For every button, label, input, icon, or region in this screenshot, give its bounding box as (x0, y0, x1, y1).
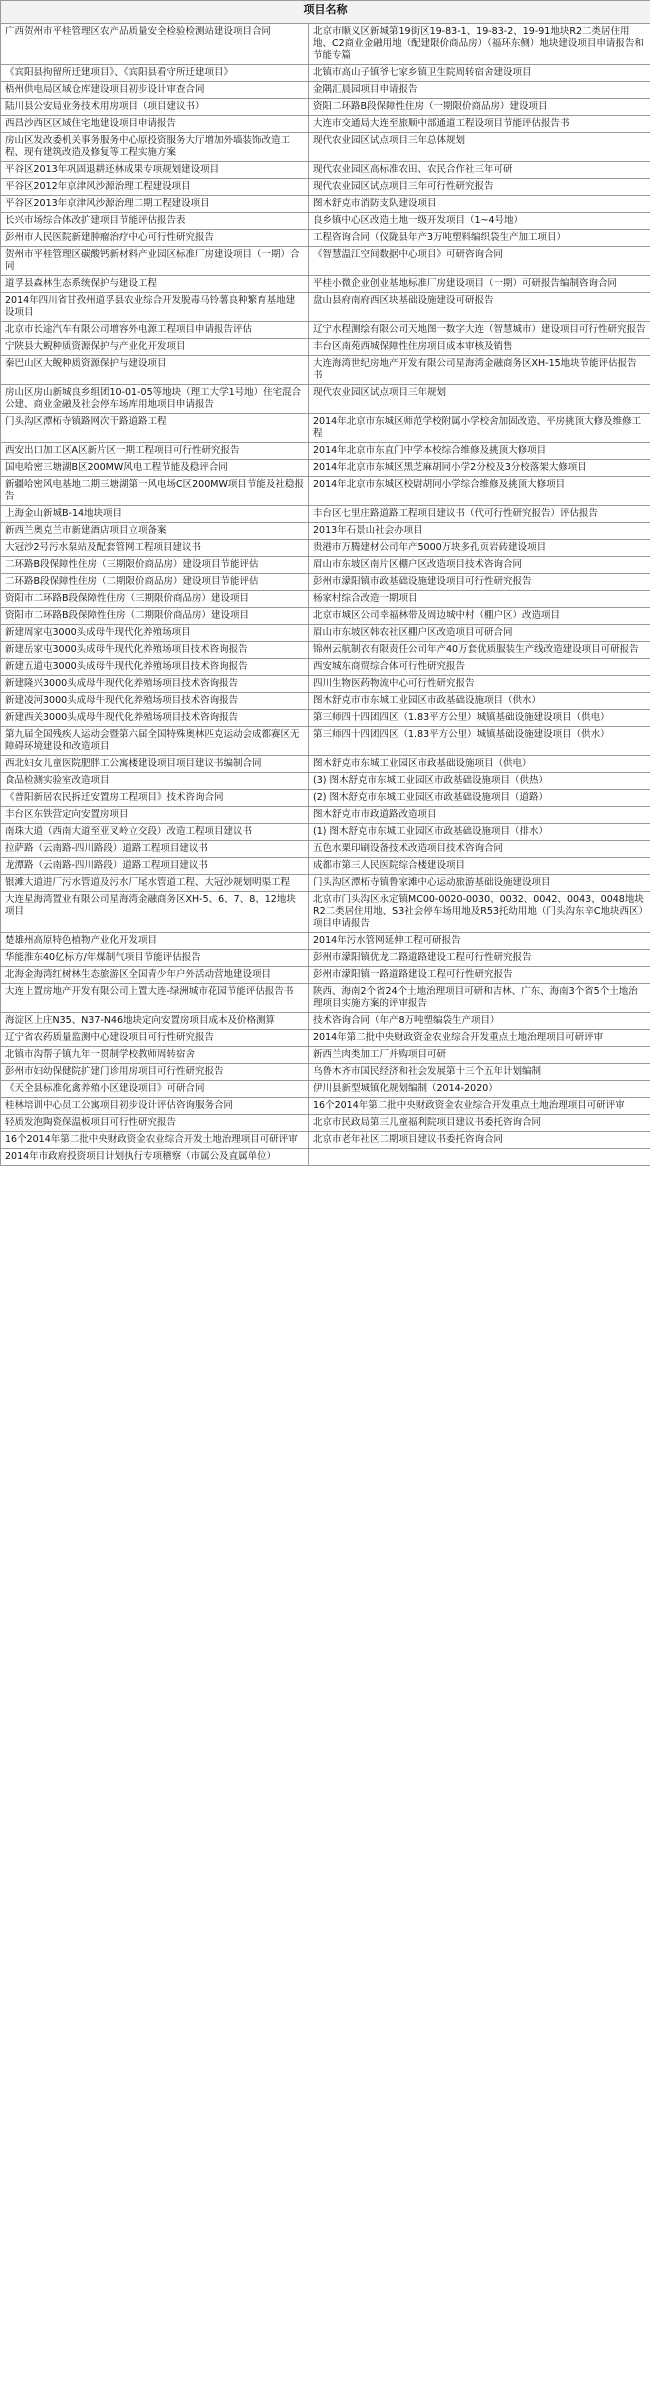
project-name-cell-left: 2014年市政府投资项目计划执行专项稽察（市属公及直属单位） (1, 1149, 309, 1166)
project-name-cell-right: 16个2014年第二批中央财政资金农业综合开发重点土地治理项目可研评审 (309, 1098, 650, 1115)
project-name-cell-left: 二环路B段保障性住房（三期限价商品房）建设项目节能评估 (1, 557, 309, 574)
project-name-cell-left: 陆川县公安局业务技术用房项目（项目建议书） (1, 99, 309, 116)
table-row (1, 807, 650, 824)
table-row (1, 1047, 650, 1064)
project-name-cell-left: 北京市长途汽车有限公司增容外电源工程项目申请报告评估 (1, 322, 309, 339)
project-name-cell-left: 北海金海湾红树林生态旅游区全国青少年户外活动营地建设项目 (1, 967, 309, 984)
project-name-cell-right: 门头沟区潭柘寺镇鲁家滩中心运动旅游基础设施建设项目 (309, 875, 650, 892)
project-name-cell-left: 楚雄州高原特色植物产业化开发项目 (1, 933, 309, 950)
table-row (1, 875, 650, 892)
table-row (1, 933, 650, 950)
project-name-cell-right: (2) 图木舒克市东城工业园区市政基础设施项目（道路） (309, 790, 650, 807)
project-name-cell-right: 眉山市东坡区南片区棚户区改造项目技术咨询合同 (309, 557, 650, 574)
project-name-cell-left: 二环路B段保障性住房（二期限价商品房）建设项目节能评估 (1, 574, 309, 591)
table-row (1, 1030, 650, 1047)
table-row (1, 950, 650, 967)
project-name-cell-right: 2014年北京市东城区校尉胡同小学综合维修及挑顶大修项目 (309, 477, 650, 506)
table-row (1, 608, 650, 625)
table-row (1, 523, 650, 540)
project-name-cell-right: (1) 图木舒克市东城工业园区市政基础设施项目（排水） (309, 824, 650, 841)
project-name-cell-right: 伊川县新型城镇化规划编制（2014-2020） (309, 1081, 650, 1098)
project-name-cell-left: 新西兰奥克兰市新建酒店项目立项备案 (1, 523, 309, 540)
project-name-cell-right: 2014年北京市东城区黑芝麻胡同小学2分校及3分校落架大修项目 (309, 460, 650, 477)
table-row (1, 1081, 650, 1098)
table-row (1, 540, 650, 557)
project-name-cell-right: 新西兰肉类加工厂并购项目可研 (309, 1047, 650, 1064)
table-row (1, 196, 650, 213)
project-name-cell-left: 桂林培训中心员工公寓项目初步设计评估咨询服务合同 (1, 1098, 309, 1115)
table-row (1, 625, 650, 642)
table-row (1, 414, 650, 443)
project-name-cell-right: 《智慧温江空间数据中心项目》可研咨询合同 (309, 247, 650, 276)
project-name-cell-left: 龙潭路（云南路-四川路段）道路工程项目建议书 (1, 858, 309, 875)
project-name-cell-left: 第九届全国残疾人运动会暨第六届全国特殊奥林匹克运动会成都赛区无障碍环境建设和改造项目 (1, 727, 309, 756)
table-row (1, 676, 650, 693)
table-row (1, 65, 650, 82)
project-name-cell-left: 新建隆兴3000头成母牛现代化养殖场项目技术咨询报告 (1, 676, 309, 693)
project-list-sheet (0, 0, 650, 1166)
project-name-table (0, 0, 650, 1166)
project-name-cell-right: 2013年石景山社会办项目 (309, 523, 650, 540)
project-name-cell-left: 平谷区2012年京津风沙源治理工程建设项目 (1, 179, 309, 196)
project-name-cell-right: 西安城东商贸综合体可行性研究报告 (309, 659, 650, 676)
table-row (1, 477, 650, 506)
project-name-cell-right: 杨家村综合改造一期项目 (309, 591, 650, 608)
project-name-cell-left: 大连上置房地产开发有限公司上置大连-绿洲城市花园节能评估报告书 (1, 984, 309, 1013)
project-name-cell-left: 南珠大道（西南大道至亚叉岭立交段）改造工程项目建议书 (1, 824, 309, 841)
table-row (1, 984, 650, 1013)
table-row (1, 1115, 650, 1132)
project-name-cell-right: 资阳二环路B段保障性住房（一期限价商品房）建设项目 (309, 99, 650, 116)
project-name-cell-left: 上海金山新城B-14地块项目 (1, 506, 309, 523)
project-name-cell-left: 门头沟区潭柘寺镇路网次干路道路工程 (1, 414, 309, 443)
project-name-cell-right: 图木舒克市市政道路改造项目 (309, 807, 650, 824)
project-name-cell-left: 梧州供电局区域仓库建设项目初步设计审查合同 (1, 82, 309, 99)
project-name-cell-left: 新建西关3000头成母牛现代化养殖场项目技术咨询报告 (1, 710, 309, 727)
project-name-cell-left: 房山区发改委机关事务服务中心原投资服务大厅增加外墙装饰改造工程、现有建筑改造及修复等工程实施方案 (1, 133, 309, 162)
project-name-cell-right: 现代农业园区高标准农田、农民合作社三年可研 (309, 162, 650, 179)
project-name-cell-right: 盘山县府南府西区块基础设施建设可研报告 (309, 293, 650, 322)
project-name-cell-right: 丰台区南苑西城保障性住房项目成本审核及销售 (309, 339, 650, 356)
project-name-cell-right: 北京市顺义区新城第19街区19-83-1、19-83-2、19-91地块R2二类居住用地、C2商业金融用地（配建限价商品房）（福环东侧）地块建设项目申请报告和节能专篇 (309, 24, 650, 65)
project-name-cell-left: 大冠沙2号污水泵站及配套管网工程项目建议书 (1, 540, 309, 557)
project-name-cell-left: 辽宁省农药质量监测中心建设项目可行性研究报告 (1, 1030, 309, 1047)
project-name-cell-left: 《普阳新居农民拆迁安置房工程项目》技术咨询合同 (1, 790, 309, 807)
project-name-cell-right: 图木舒克市消防支队建设项目 (309, 196, 650, 213)
table-row (1, 773, 650, 790)
project-name-cell-right: 贵港市万腾建材公司年产5000万块多孔页岩砖建设项目 (309, 540, 650, 557)
project-name-cell-right: 现代农业园区试点项目三年可行性研究报告 (309, 179, 650, 196)
project-name-cell-left: 新建五道屯3000头成母牛现代化养殖场项目技术咨询报告 (1, 659, 309, 676)
project-name-cell-left: 宁陕县大鲵种质资源保护与产业化开发项目 (1, 339, 309, 356)
project-name-cell-right: 辽宁水程测绘有限公司天地图一数字大连（智慧城市）建设项目可行性研究报告 (309, 322, 650, 339)
table-row (1, 858, 650, 875)
table-row (1, 659, 650, 676)
project-name-cell-left: 丰台区东铁营定向安置房项目 (1, 807, 309, 824)
project-name-cell-left: 《宾阳县拘留所迁建项目》、《宾阳县看守所迁建项目》 (1, 65, 309, 82)
project-name-cell-right: 图木舒克市市东城工业园区市政基础设施项目（供水） (309, 693, 650, 710)
table-row (1, 841, 650, 858)
project-name-cell-right: 金隅汇晨园项目申请报告 (309, 82, 650, 99)
project-name-cell-right: 现代农业园区试点项目三年规划 (309, 385, 650, 414)
project-name-cell-right: 第三师四十四团四区（1.83平方公里）城镇基础设施建设项目（供电） (309, 710, 650, 727)
project-name-cell-right: 2014年第二批中央财政资金农业综合开发重点土地治理项目可研评审 (309, 1030, 650, 1047)
project-name-cell-right: 技术咨询合同（年产8万吨塑编袋生产项目） (309, 1013, 650, 1030)
project-name-cell-left: 海淀区上庄N35、N37-N46地块定向安置房项目成本及价格测算 (1, 1013, 309, 1030)
project-name-cell-left: 西安出口加工区A区新片区一期工程项目可行性研究报告 (1, 443, 309, 460)
project-name-cell-left: 2014年四川省甘孜州道孚县农业综合开发脱毒马铃薯良种繁育基地建设项目 (1, 293, 309, 322)
project-name-cell-right: 工程咨询合同（仪陇县年产3万吨塑料编织袋生产加工项目） (309, 230, 650, 247)
project-name-cell-left: 国电哈密三塘湖B区200MW风电工程节能及稳评合同 (1, 460, 309, 477)
project-name-cell-right: 丰台区七里庄路道路工程项目建议书（代可行性研究报告）评估报告 (309, 506, 650, 523)
project-name-cell-left: 房山区房山新城良乡组团10-01-05等地块（理工大学1号地）住宅混合公建、商业金融及社会停车场库用地项目申请报告 (1, 385, 309, 414)
project-name-cell-right: 锦州云航制衣有限责任公司年产40万套优质服装生产线改造建设项目可研报告 (309, 642, 650, 659)
table-row (1, 99, 650, 116)
table-row (1, 356, 650, 385)
project-name-cell-right: 乌鲁木齐市国民经济和社会发展第十三个五年计划编制 (309, 1064, 650, 1081)
project-name-cell-left: 新建周家屯3000头成母牛现代化养殖场项目 (1, 625, 309, 642)
table-row (1, 276, 650, 293)
table-row (1, 213, 650, 230)
table-row (1, 591, 650, 608)
project-name-cell-right: 彭州市濛阳镇优龙二路道路建设工程可行性研究报告 (309, 950, 650, 967)
project-name-cell-left: 秦巴山区大鲵种质资源保护与建设项目 (1, 356, 309, 385)
project-name-cell-right: 眉山市东坡区韩农社区棚户区改造项目可研合同 (309, 625, 650, 642)
table-row (1, 339, 650, 356)
table-row (1, 693, 650, 710)
table-header-row (1, 1, 650, 24)
table-row (1, 116, 650, 133)
project-name-cell-right: 彭州市濛阳镇市政基础设施建设项目可行性研究报告 (309, 574, 650, 591)
project-name-cell-right: 北镇市高山子镇爷七家乡镇卫生院周转宿舍建设项目 (309, 65, 650, 82)
project-name-cell-right (309, 1149, 650, 1166)
table-row (1, 557, 650, 574)
table-row (1, 790, 650, 807)
table-row (1, 1098, 650, 1115)
table-row (1, 443, 650, 460)
table-row (1, 892, 650, 933)
project-name-cell-right: 第三师四十四团四区（1.83平方公里）城镇基础设施建设项目（供水） (309, 727, 650, 756)
project-name-cell-right: 平桂小微企业创业基地标准厂房建设项目（一期）可研报告编制咨询合同 (309, 276, 650, 293)
table-row (1, 1149, 650, 1166)
table-row (1, 179, 650, 196)
project-name-cell-right: 现代农业园区试点项目三年总体规划 (309, 133, 650, 162)
project-name-cell-right: 北京市城区公司幸福林带及周边城中村（棚户区）改造项目 (309, 608, 650, 625)
project-name-cell-left: 大连星海湾置业有限公司星海湾金融商务区XH-5、6、7、8、12地块项目 (1, 892, 309, 933)
project-name-cell-right: 大连市交通局大连至旅顺中部通道工程设项目节能评估报告书 (309, 116, 650, 133)
project-name-cell-left: 拉萨路（云南路-四川路段）道路工程项目建议书 (1, 841, 309, 858)
table-row (1, 1013, 650, 1030)
project-name-cell-left: 《天全县标准化禽养殖小区建设项目》可研合同 (1, 1081, 309, 1098)
project-name-cell-right: 良乡镇中心区改造土地一级开发项目（1~4号地） (309, 213, 650, 230)
project-name-cell-left: 平谷区2013年京津风沙源治理二期工程建设项目 (1, 196, 309, 213)
table-row (1, 574, 650, 591)
project-name-cell-left: 彭州市妇幼保健院扩建门诊用房项目可行性研究报告 (1, 1064, 309, 1081)
table-row (1, 1132, 650, 1149)
project-name-cell-left: 道孚县森林生态系统保护与建设工程 (1, 276, 309, 293)
project-name-cell-left: 北镇市沟帮子镇九年一贯制学校教师周转宿舍 (1, 1047, 309, 1064)
table-row (1, 385, 650, 414)
table-row (1, 133, 650, 162)
project-name-cell-right: 图木舒克市东城工业园区市政基础设施项目（供电） (309, 756, 650, 773)
project-name-cell-right: 北京市民政局第三儿童福利院项目建议书委托咨询合同 (309, 1115, 650, 1132)
project-name-cell-left: 食品检测实验室改造项目 (1, 773, 309, 790)
table-body (1, 24, 650, 1166)
project-name-cell-right: 北京市门头沟区永定镇MC00-0020-0030、0032、0042、0043、0048地块R2二类居住用地、S3社会停车场用地及R53托幼用地（门头沟东辛C地块西区）项目申请报告 (309, 892, 650, 933)
project-name-cell-left: 西北妇女儿童医院肥胖工公寓楼建设项目项目建议书编制合同 (1, 756, 309, 773)
table-row (1, 967, 650, 984)
project-name-cell-right: 2014年北京市东直门中学本校综合维修及挑顶大修项目 (309, 443, 650, 460)
table-row (1, 230, 650, 247)
project-name-cell-right: 陕西、海南2个省24个土地治理项目可研和吉林、广东、海南3个省5个土地治理项目实施方案的评审报告 (309, 984, 650, 1013)
project-name-cell-right: 北京市老年社区二期项目建议书委托咨询合同 (309, 1132, 650, 1149)
project-name-cell-left: 资阳市二环路B段保障性住房（二期限价商品房）建设项目 (1, 608, 309, 625)
table-row (1, 642, 650, 659)
project-name-cell-right: 四川生物医药物流中心可行性研究报告 (309, 676, 650, 693)
project-name-cell-right: 大连海湾世纪房地产开发有限公司星海湾金融商务区XH-15地块节能评估报告书 (309, 356, 650, 385)
table-row (1, 460, 650, 477)
project-name-cell-right: 2014年污水管网延伸工程可研报告 (309, 933, 650, 950)
project-name-cell-left: 资阳市二环路B段保障性住房（三期限价商品房）建设项目 (1, 591, 309, 608)
table-header-title: 项目名称 (1, 1, 650, 24)
project-name-cell-left: 银滩大道进厂污水管道及污水厂尾水管道工程、大冠沙规划明渠工程 (1, 875, 309, 892)
project-name-cell-right: 彭州市濛阳镇一路道路建设工程可行性研究报告 (309, 967, 650, 984)
project-name-cell-left: 轻质发泡陶瓷保温板项目可行性研究报告 (1, 1115, 309, 1132)
project-name-cell-left: 西昌沙西区区域住宅地建设项目申请报告 (1, 116, 309, 133)
project-name-cell-left: 彭州市人民医院新建肿瘤治疗中心可行性研究报告 (1, 230, 309, 247)
table-row (1, 756, 650, 773)
table-row (1, 727, 650, 756)
table-row (1, 162, 650, 179)
project-name-cell-left: 华能淮东40亿标方/年煤制气项目节能评估报告 (1, 950, 309, 967)
project-name-cell-right: (3) 图木舒克市东城工业园区市政基础设施项目（供热） (309, 773, 650, 790)
project-name-cell-right: 成都市第三人民医院综合楼建设项目 (309, 858, 650, 875)
project-name-cell-left: 贺州市平桂管理区碳酸钙新材料产业园区标准厂房建设项目（一期）合同 (1, 247, 309, 276)
table-row (1, 322, 650, 339)
project-name-cell-left: 平谷区2013年巩固退耕还林成果专项规划建设项目 (1, 162, 309, 179)
project-name-cell-left: 新建凌河3000头成母牛现代化养殖场项目技术咨询报告 (1, 693, 309, 710)
project-name-cell-left: 新疆哈密风电基地二期三塘湖第一风电场C区200MW项目节能及社稳报告 (1, 477, 309, 506)
table-row (1, 247, 650, 276)
project-name-cell-left: 长兴市场综合体改扩建项目节能评估报告表 (1, 213, 309, 230)
table-row (1, 506, 650, 523)
project-name-cell-left: 新建岳家屯3000头成母牛现代化养殖场项目技术咨询报告 (1, 642, 309, 659)
project-name-cell-right: 五色水栗印刷设备技术改造项目技术咨询合同 (309, 841, 650, 858)
table-row (1, 824, 650, 841)
project-name-cell-left: 广西贺州市平桂管理区农产品质量安全检验检测站建设项目合同 (1, 24, 309, 65)
table-row (1, 1064, 650, 1081)
project-name-cell-right: 2014年北京市东城区师范学校附属小学校舍加固改造、平房挑顶大修及维修工程 (309, 414, 650, 443)
table-row (1, 710, 650, 727)
table-row (1, 24, 650, 65)
project-name-cell-left: 16个2014年第二批中央财政资金农业综合开发土地治理项目可研评审 (1, 1132, 309, 1149)
table-row (1, 82, 650, 99)
table-row (1, 293, 650, 322)
